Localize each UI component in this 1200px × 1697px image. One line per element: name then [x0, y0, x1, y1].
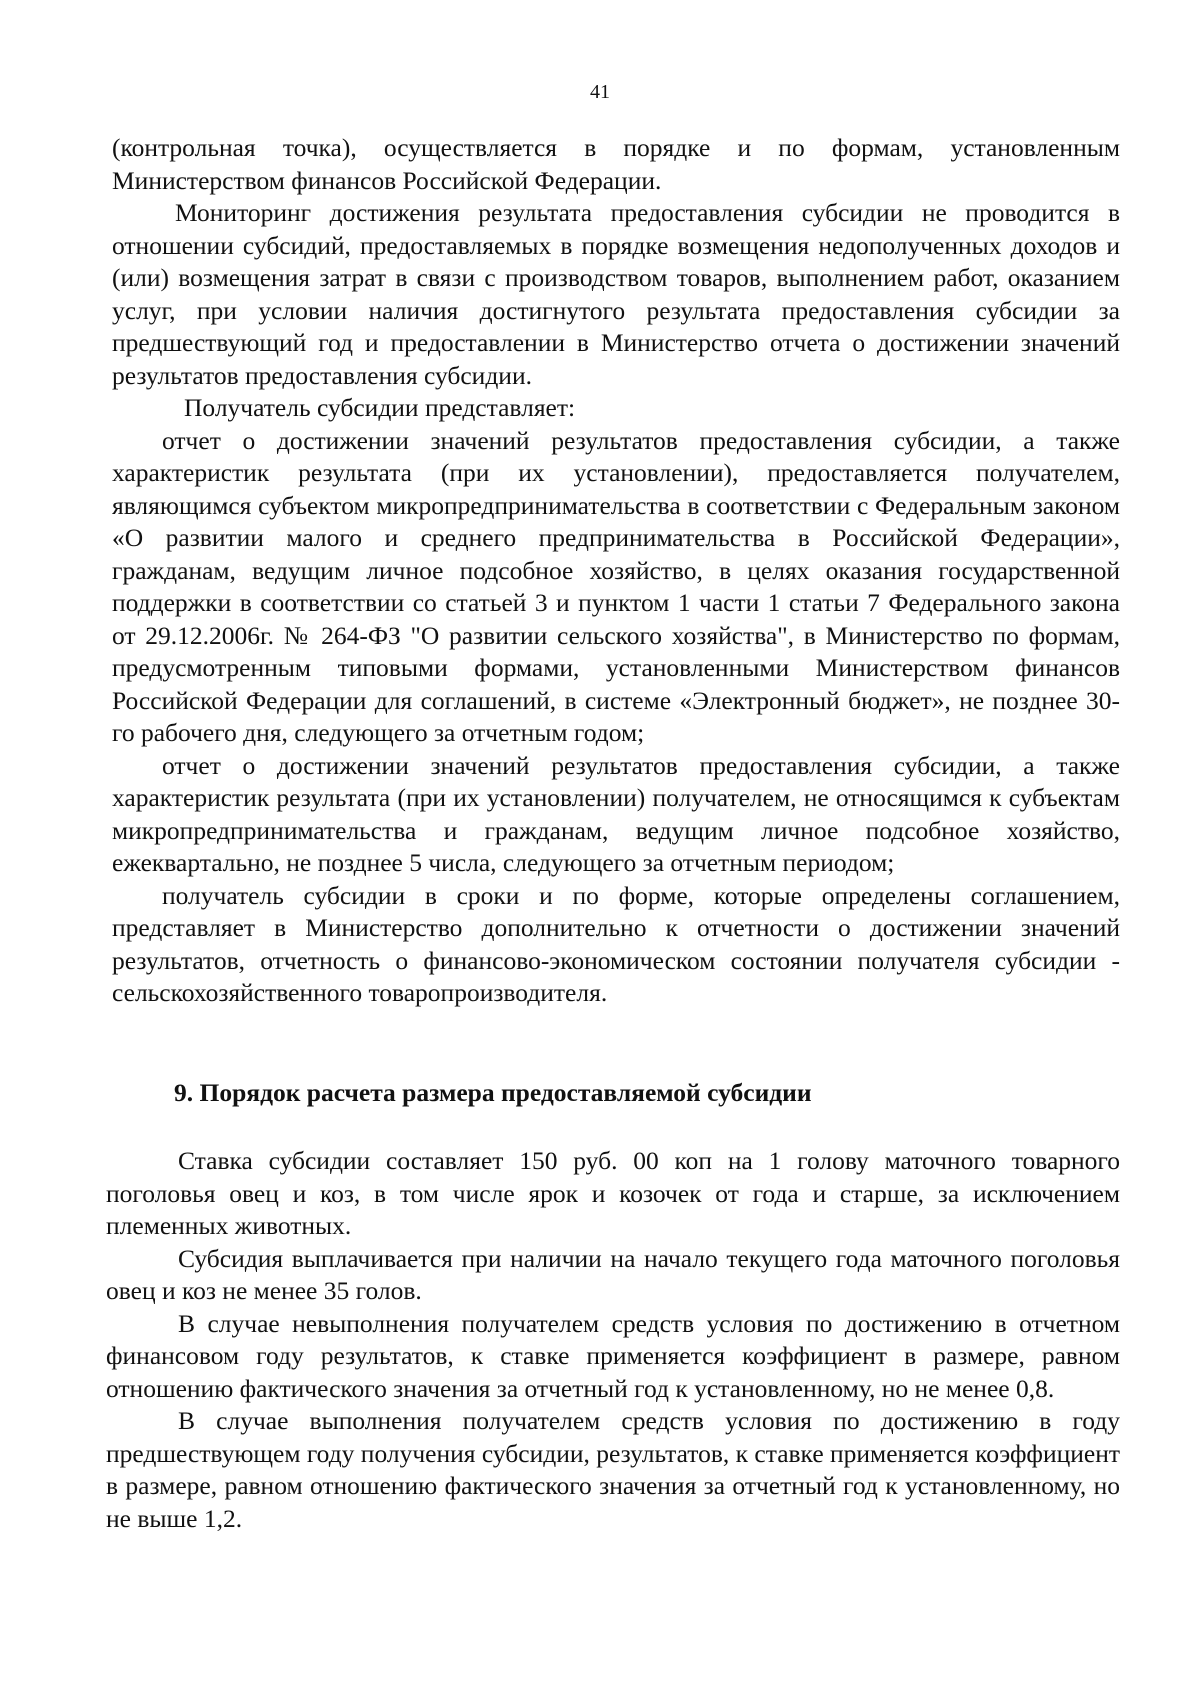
page-number: 41	[590, 81, 610, 103]
paragraph-control-point: (контрольная точка), осуществляется в порядке и по формам, установленным Министерством финансов Российской Федерации.	[112, 133, 1120, 195]
paragraph-financial-reporting: получатель субсидии в сроки и по форме, которые определены соглашением, представляет в Министерство дополнительно к отчетности о достижении значений результатов, отчетность о финансово-экономическом состоянии получателя субсидии - сельскохозяйственного товаропроизводителя.	[112, 880, 1120, 1007]
section-heading: 9. Порядок расчета размера предоставляемой субсидии	[174, 1078, 812, 1107]
section-body	[106, 1145, 1120, 1535]
paragraph-report-quarterly: отчет о достижении значений результатов предоставления субсидии, а также характеристик результата (при их установлении) получателем, не относящимся к субъектам микропредпринимательства и гражданам, ведущим личное подсобное хозяйство, ежеквартально, не позднее 5 числа, следующего за отчетным периодом;	[112, 750, 1120, 877]
paragraph-rate: Ставка субсидии составляет 150 руб. 00 коп на 1 голову маточного товарного поголовья овец и коз, в том числе ярок и козочек от года и старше, за исключением племенных животных.	[106, 1146, 1120, 1240]
paragraph-coefficient-max: В случае выполнения получателем средств условия по достижению в году предшествующем году получения субсидии, результатов, к ставке применяется коэффициент в размере, равном отношению фактического значения за отчетный год к установленному, но не выше 1,2.	[106, 1406, 1120, 1533]
body-text	[112, 132, 1120, 1010]
paragraph-payment-condition: Субсидия выплачивается при наличии на начало текущего года маточного поголовья овец и коз не менее 35 голов.	[106, 1243, 1120, 1305]
paragraph-report-micro: отчет о достижении значений результатов предоставления субсидии, а также характеристик результата (при их установлении), предоставляется получателем, являющимся субъектом микропредпринимательства в соответствии с Федеральным законом «О развитии малого и среднего предпринимательства в Российской Федерации», гражданам, ведущим личное подсобное хозяйство, в целях оказания государственной поддержки в соответствии со статьей 3 и пунктом 1 части 1 статьи 7 Федерального закона от 29.12.2006г. № 264-ФЗ "О развитии сельского хозяйства", в Министерство по формам, предусмотренным типовыми формами, установленными Министерством финансов Российской Федерации для соглашений, в системе «Электронный бюджет», не позднее 30-го рабочего дня, следующего за отчетным годом;	[112, 425, 1120, 747]
paragraph-recipient-submits: Получатель субсидии представляет:	[184, 393, 576, 422]
paragraph-coefficient-min: В случае невыполнения получателем средств условия по достижению в отчетном финансовом году результатов, к ставке применяется коэффициент в размере, равном отношению фактического значения за отчетный год к установленному, но не менее 0,8.	[106, 1308, 1120, 1403]
paragraph-monitoring: Мониторинг достижения результата предоставления субсидии не проводится в отношении субсидий, предоставляемых в порядке возмещения недополученных доходов и (или) возмещения затрат в связи с производством товаров, выполнением работ, оказанием услуг, при условии наличия достигнутого результата предоставления субсидии за предшествующий год и предоставлении в Министерство отчета о достижении значений результатов предоставления субсидии.	[112, 198, 1120, 390]
